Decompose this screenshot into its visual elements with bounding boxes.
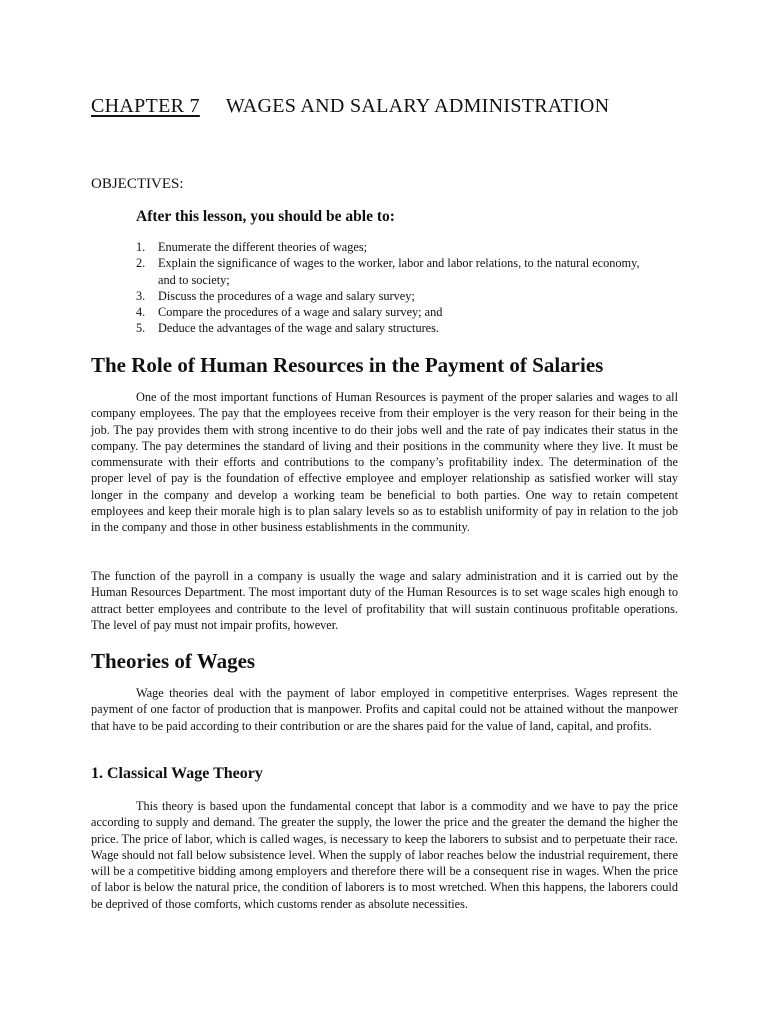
objective-text: Enumerate the different theories of wages; bbox=[158, 240, 368, 254]
objective-text: Explain the significance of wages to the worker, labor and labor relations, to the natural economy, and to society; bbox=[158, 256, 640, 287]
role-section-heading: The Role of Human Resources in the Payment of Salaries bbox=[91, 353, 604, 377]
objectives-heading: OBJECTIVES: bbox=[91, 176, 184, 192]
role-paragraph-1: One of the most important functions of Human Resources is payment of the proper salaries and wages to all company employees. The pay that the employees receive from their employer is the very reason for their being in the job. The pay provides them with strong incentive to do their jobs well and the rate of pay indicates their status in the company. The pay determines the standard of living and their positions in the community where they live. It must be commensurate with their efforts and contributions to the company’s profitability index. The determination of the proper level of pay is the foundation of effective employee and employer relationship as satisfied worker will stay longer in the company and develop a working team be beneficial to both parties. One way to retain competent employees and keep their morale high is to plan salary levels so as to establish uniformity of pay in relation to the job in the company and those in other business establishments in the community. bbox=[91, 390, 678, 535]
objective-number: 5. bbox=[136, 321, 146, 336]
objectives-intro: After this lesson, you should be able to: bbox=[136, 208, 395, 225]
objective-item bbox=[136, 288, 656, 304]
chapter-title bbox=[91, 95, 609, 118]
objective-number: 1. bbox=[136, 240, 146, 254]
objective-item bbox=[136, 239, 656, 255]
objective-text: Deduce the advantages of the wage and salary structures. bbox=[158, 321, 440, 336]
objective-text: Discuss the procedures of a wage and salary survey; bbox=[158, 288, 415, 303]
objective-item bbox=[136, 320, 656, 336]
objective-number: 2. bbox=[136, 256, 146, 271]
objective-number: 3. bbox=[136, 288, 146, 303]
chapter-label: CHAPTER 7 bbox=[91, 95, 200, 117]
objective-item bbox=[136, 304, 656, 320]
role-paragraph-2: The function of the payroll in a company is usually the wage and salary administration and it is carried out by the Human Resources Department. The most important duty of the Human Resources is to set wage scales high enough to attract better employees and contribute to the level of profitability that will sustain continuous profitable operations. The level of pay must not impair profits, however. bbox=[91, 569, 678, 632]
chapter-title-text: WAGES AND SALARY ADMINISTRATION bbox=[225, 95, 610, 117]
classical-wage-theory-heading: 1. Classical Wage Theory bbox=[91, 765, 263, 782]
theories-section-heading: Theories of Wages bbox=[91, 649, 256, 673]
objectives-list bbox=[136, 239, 656, 337]
objective-number: 4. bbox=[136, 305, 146, 320]
objective-text: Compare the procedures of a wage and salary survey; and bbox=[158, 305, 443, 320]
objective-item bbox=[136, 255, 656, 288]
theories-paragraph: Wage theories deal with the payment of labor employed in competitive enterprises. Wages represent the payment of one factor of production that is manpower. Profits and capital could not be attained without the manpower that have to be paid according to their contribution or are the shares paid for the value of land, capital, and profits. bbox=[91, 686, 678, 733]
classical-paragraph: This theory is based upon the fundamental concept that labor is a commodity and we have to pay the price according to supply and demand. The greater the supply, the lower the price and the greater the demand the higher the price. The price of labor, which is called wages, is necessary to keep the laborers to subsist and to perpetuate their race. Wage should not fall below subsistence level. When the supply of labor reaches below the industrial requirement, there will be a competitive bidding among employers and therefore there will be a consequent rise in wages. When the price of labor is below the natural price, the condition of laborers is to most wretched. When this happens, the laborers could be deprived of those comforts, which customs render as absolute necessities. bbox=[91, 799, 678, 911]
